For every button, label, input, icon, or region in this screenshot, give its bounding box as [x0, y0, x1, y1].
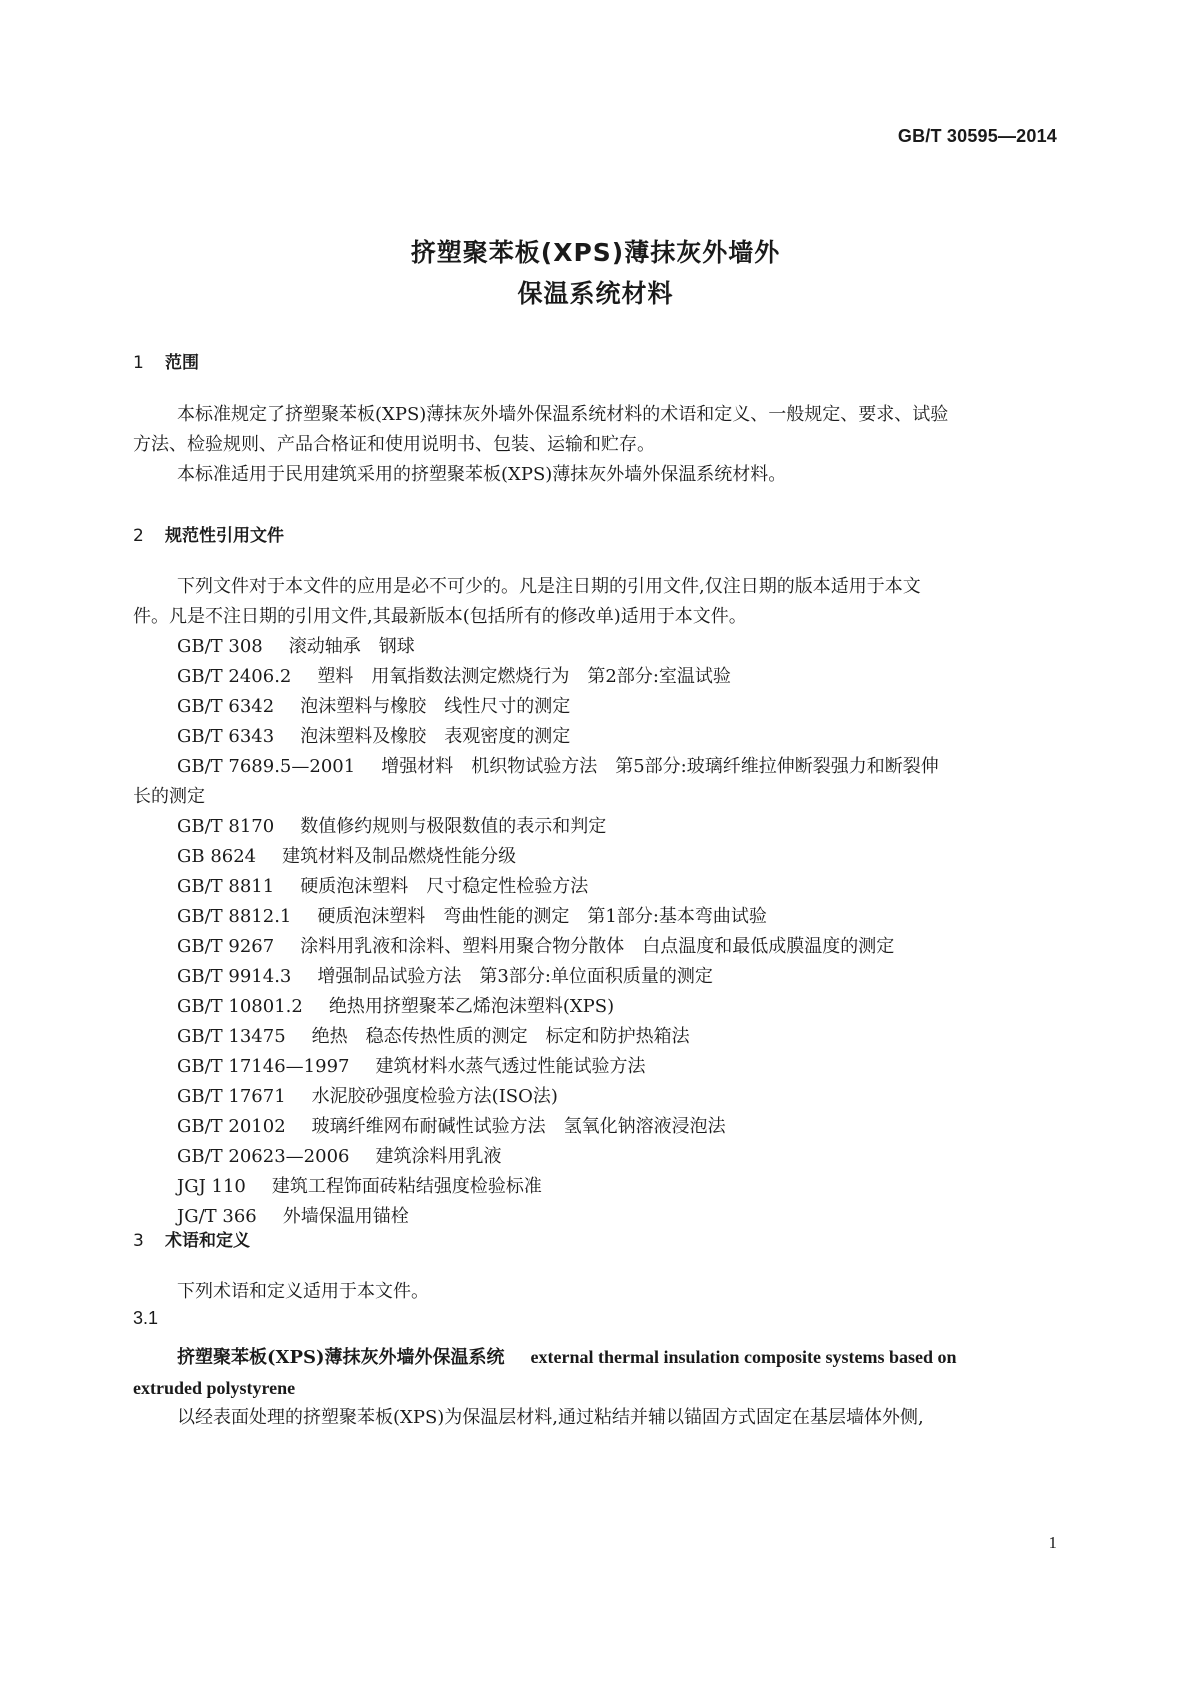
reference-item — [133, 842, 1058, 872]
term-name-cn: 挤塑聚苯板(XPS)薄抹灰外墙外保温系统 — [177, 1347, 505, 1368]
reference-title: 绝热 稳态传热性质的测定 标定和防护热箱法 — [311, 1026, 690, 1047]
reference-item — [133, 992, 1058, 1022]
scope-paragraph-2: 本标准适用于民用建筑采用的挤塑聚苯板(XPS)薄抹灰外墙外保温系统材料。 — [177, 464, 787, 485]
reference-title: 建筑涂料用乳液 — [375, 1146, 502, 1167]
term-heading-line-1 — [133, 1342, 1058, 1373]
document-title-line-2: 保温系统材料 — [517, 279, 674, 308]
reference-code: GB/T 9914.3 — [177, 966, 292, 987]
reference-code: JG/T 366 — [177, 1206, 257, 1227]
section-1-number: 1 — [133, 353, 144, 373]
section-2-number: 2 — [133, 526, 144, 546]
terms-intro: 下列术语和定义适用于本文件。 — [177, 1281, 429, 1302]
reference-code: GB/T 20102 — [177, 1116, 286, 1137]
term-entry — [133, 1342, 1058, 1433]
reference-code: GB/T 8170 — [177, 816, 275, 837]
document-title — [0, 232, 1191, 314]
reference-item — [133, 1172, 1058, 1202]
reference-item — [133, 722, 1058, 752]
reference-title: 玻璃纤维网布耐碱性试验方法 氢氧化钠溶液浸泡法 — [311, 1116, 726, 1137]
term-number: 3.1 — [133, 1308, 159, 1328]
document-title-line-1: 挤塑聚苯板(XPS)薄抹灰外墙外 — [410, 238, 781, 267]
reference-code: GB/T 6343 — [177, 726, 275, 747]
reference-title: 数值修约规则与极限数值的表示和判定 — [300, 816, 607, 837]
reference-code: GB/T 308 — [177, 636, 263, 657]
reference-title: 建筑材料及制品燃烧性能分级 — [282, 846, 517, 867]
reference-item — [133, 1142, 1058, 1172]
references-intro-line-2: 件。凡是不注日期的引用文件,其最新版本(包括所有的修改单)适用于本文件。 — [133, 606, 747, 627]
reference-item — [133, 872, 1058, 902]
section-1-heading — [133, 348, 199, 373]
reference-item — [133, 932, 1058, 962]
scope-paragraph-1-line-2: 方法、检验规则、产品合格证和使用说明书、包装、运输和贮存。 — [133, 434, 655, 455]
reference-code: GB/T 20623—2006 — [177, 1146, 350, 1167]
standard-code: GB/T 30595—2014 — [897, 126, 1057, 146]
section-2-title: 规范性引用文件 — [165, 526, 284, 546]
reference-title: 建筑工程饰面砖粘结强度检验标准 — [271, 1176, 542, 1197]
reference-list — [133, 632, 1058, 1232]
section-1-body — [133, 400, 1058, 490]
reference-title: 泡沫塑料及橡胶 表观密度的测定 — [300, 726, 571, 747]
reference-item — [133, 902, 1058, 932]
reference-title: 滚动轴承 钢球 — [288, 636, 415, 657]
reference-title: 涂料用乳液和涂料、塑料用聚合物分散体 白点温度和最低成膜温度的测定 — [300, 936, 895, 957]
reference-item — [133, 1022, 1058, 1052]
reference-item — [133, 662, 1058, 692]
reference-title: 硬质泡沫塑料 尺寸稳定性检验方法 — [300, 876, 589, 897]
reference-item — [133, 692, 1058, 722]
reference-code: GB/T 9267 — [177, 936, 275, 957]
reference-code: GB/T 7689.5—2001 — [177, 756, 356, 777]
reference-item — [133, 812, 1058, 842]
reference-code: GB/T 8811 — [177, 876, 275, 897]
section-3-intro — [133, 1277, 1058, 1307]
reference-item — [133, 1082, 1058, 1112]
section-3-number: 3 — [133, 1231, 144, 1251]
reference-item — [133, 962, 1058, 992]
reference-item — [133, 632, 1058, 662]
reference-code: GB/T 8812.1 — [177, 906, 292, 927]
section-3-heading — [133, 1226, 250, 1251]
scope-paragraph-1-line-1: 本标准规定了挤塑聚苯板(XPS)薄抹灰外墙外保温系统材料的术语和定义、一般规定、要求、试验 — [177, 404, 949, 425]
reference-title: 增强材料 机织物试验方法 第5部分:玻璃纤维拉伸断裂强力和断裂伸 — [381, 756, 939, 777]
reference-title: 泡沫塑料与橡胶 线性尺寸的测定 — [300, 696, 571, 717]
reference-code: GB/T 13475 — [177, 1026, 286, 1047]
term-definition: 以经表面处理的挤塑聚苯板(XPS)为保温层材料,通过粘结并辅以锚固方式固定在基层墙体外侧, — [177, 1407, 924, 1428]
reference-title: 外墙保温用锚栓 — [282, 1206, 409, 1227]
reference-item — [133, 1202, 1058, 1232]
reference-item — [133, 1112, 1058, 1142]
section-1-title: 范围 — [165, 353, 199, 373]
reference-code: GB/T 10801.2 — [177, 996, 303, 1017]
reference-item — [133, 1052, 1058, 1082]
term-name-en-line-2: extruded polystyrene — [133, 1378, 296, 1398]
reference-title: 硬质泡沫塑料 弯曲性能的测定 第1部分:基本弯曲试验 — [317, 906, 767, 927]
section-3-title: 术语和定义 — [165, 1231, 250, 1251]
reference-code: GB/T 17671 — [177, 1086, 286, 1107]
reference-title: 增强制品试验方法 第3部分:单位面积质量的测定 — [317, 966, 713, 987]
reference-title: 建筑材料水蒸气透过性能试验方法 — [375, 1056, 646, 1077]
section-2-heading — [133, 521, 284, 546]
reference-code: GB/T 17146—1997 — [177, 1056, 350, 1077]
reference-title: 绝热用挤塑聚苯乙烯泡沫塑料(XPS) — [328, 996, 615, 1017]
reference-title: 塑料 用氧指数法测定燃烧行为 第2部分:室温试验 — [317, 666, 731, 687]
reference-title: 水泥胶砂强度检验方法(ISO法) — [311, 1086, 558, 1107]
reference-code: GB 8624 — [177, 846, 257, 867]
reference-continuation: 长的测定 — [133, 786, 205, 807]
reference-item — [133, 752, 1058, 782]
section-2-body — [133, 572, 1058, 1232]
term-name-en-line-1: external thermal insulation composite systems based on — [530, 1347, 957, 1367]
page-number: 1 — [1048, 1533, 1057, 1552]
reference-code: JGJ 110 — [177, 1176, 246, 1197]
reference-code: GB/T 6342 — [177, 696, 275, 717]
reference-code: GB/T 2406.2 — [177, 666, 292, 687]
references-intro-line-1: 下列文件对于本文件的应用是必不可少的。凡是注日期的引用文件,仅注日期的版本适用于本文 — [177, 576, 921, 597]
